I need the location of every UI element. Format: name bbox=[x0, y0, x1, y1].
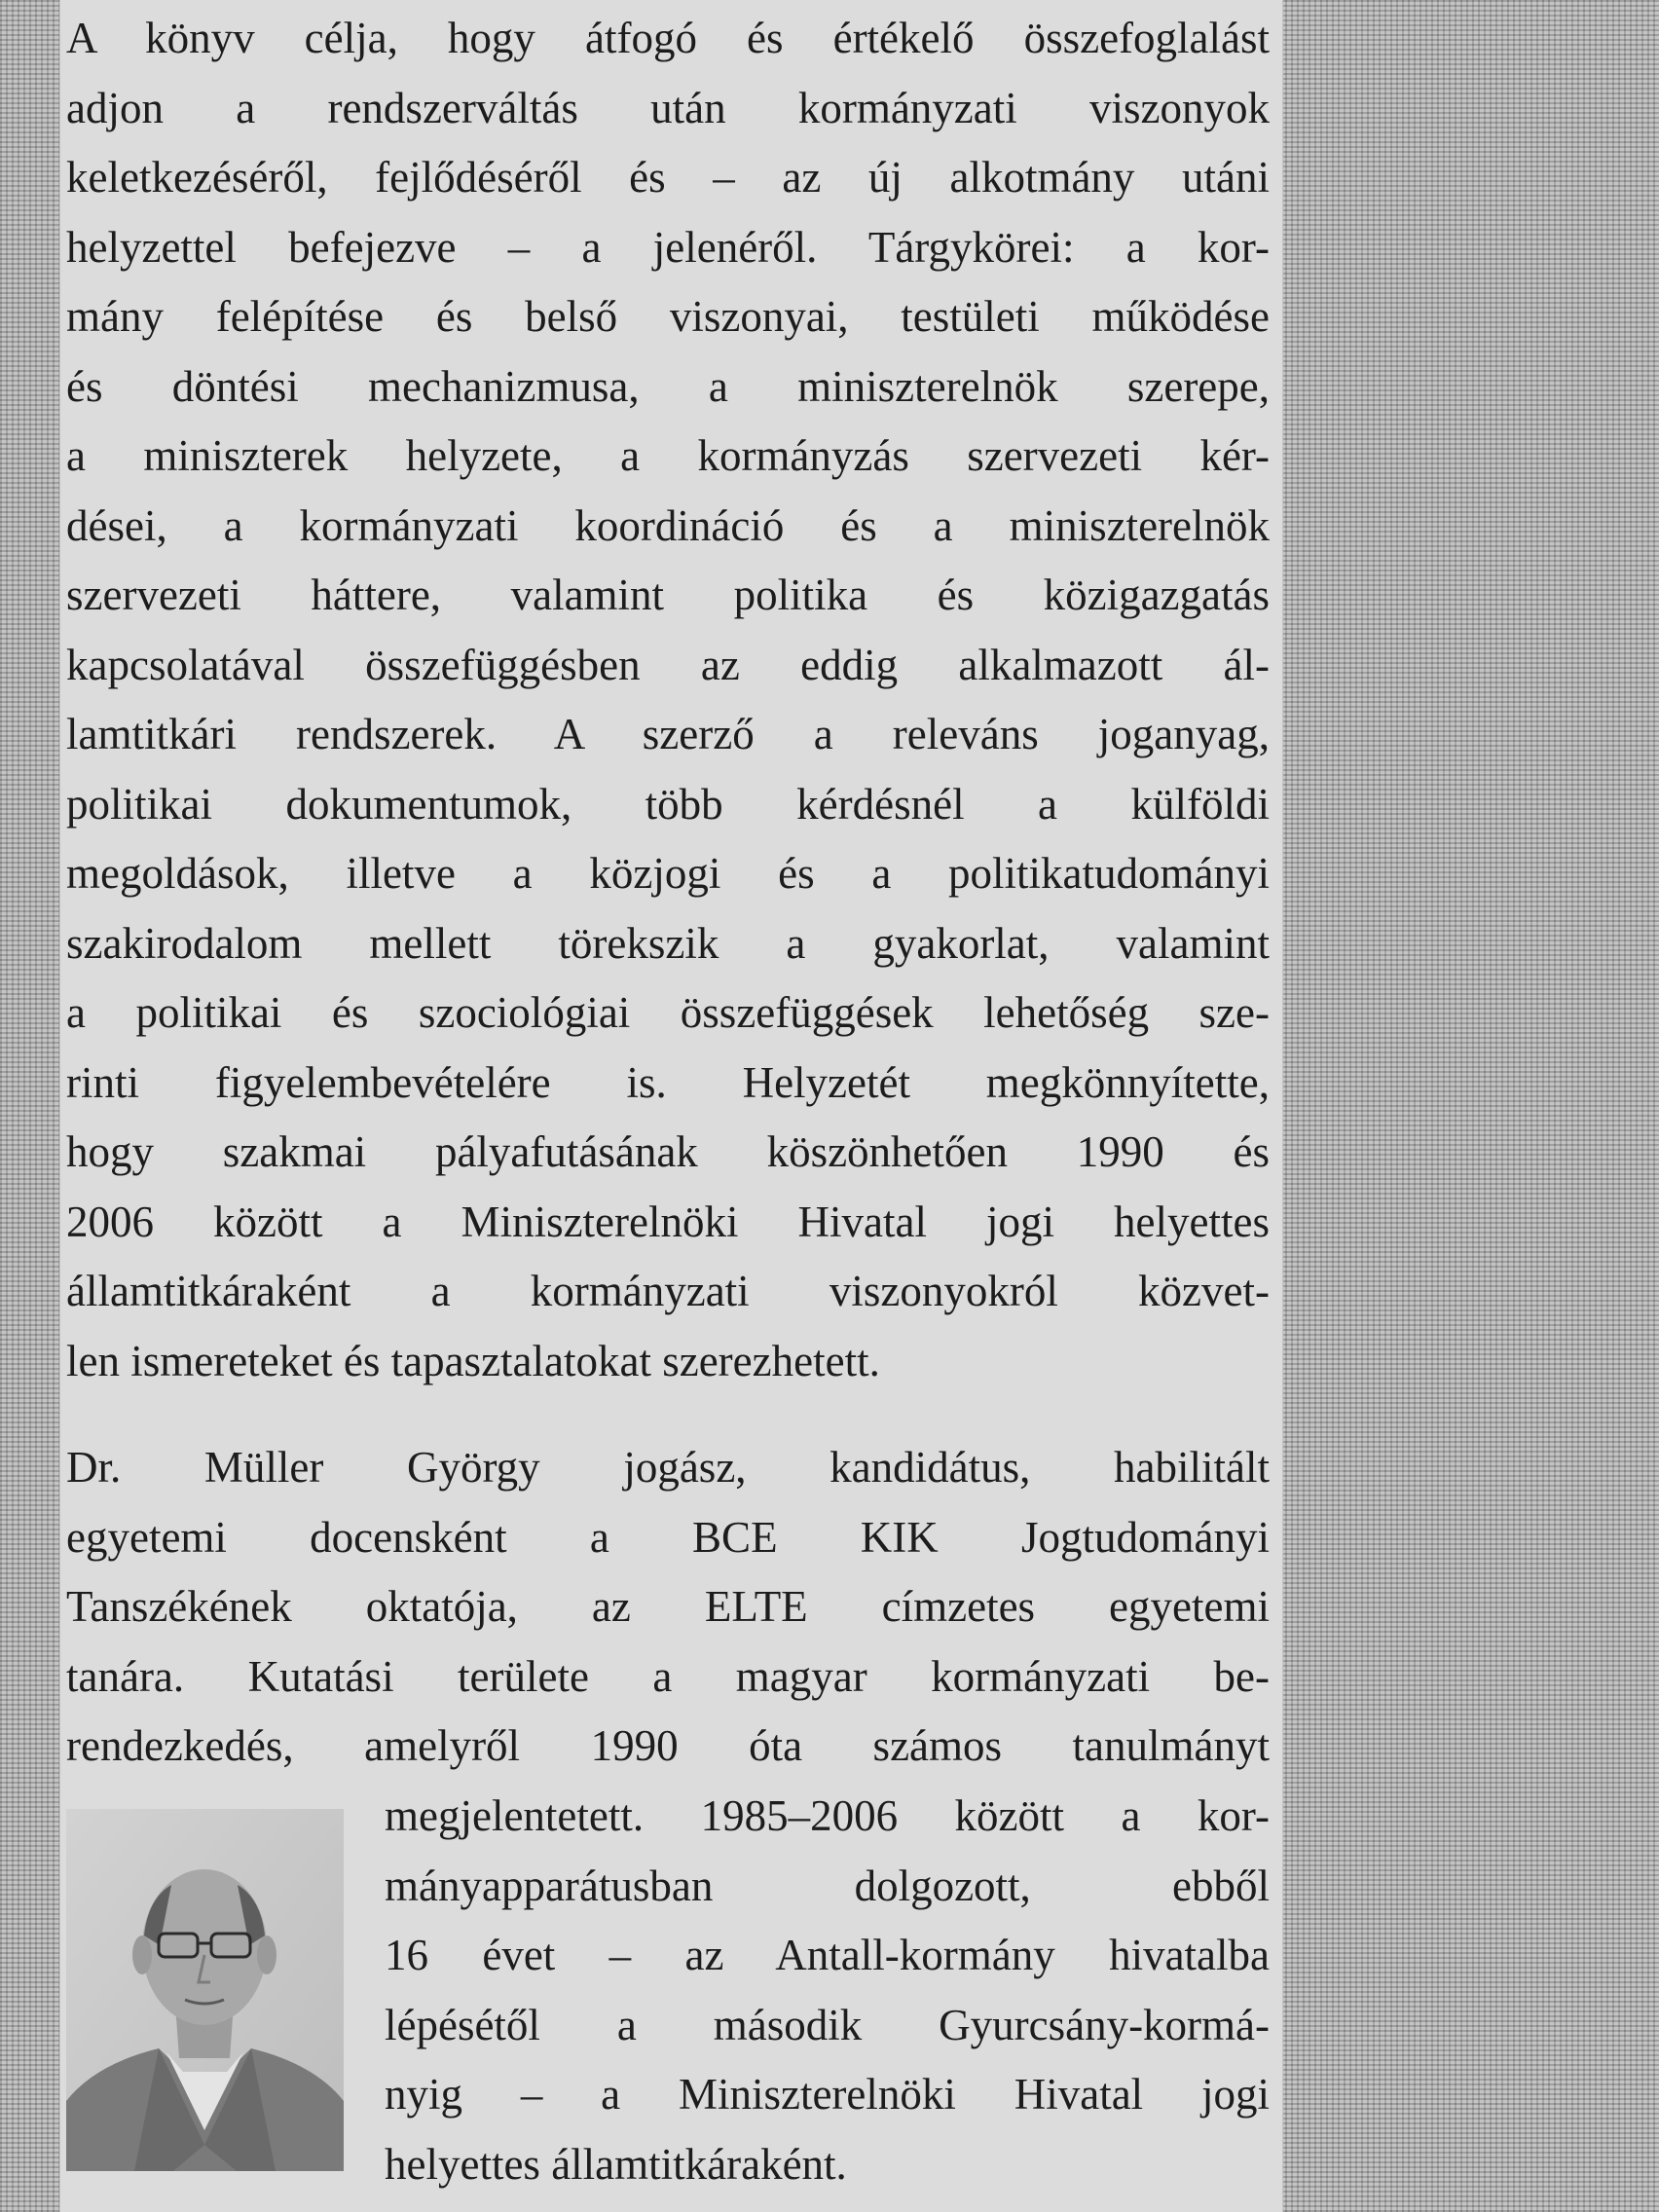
text-line: Dr. Müller György jogász, kandidátus, habilitált bbox=[66, 1443, 1270, 1492]
text-line: és döntési mechanizmusa, a miniszterelnök szerepe, bbox=[66, 361, 1270, 411]
text-line: A könyv célja, hogy átfogó és értékelő összefoglalást bbox=[66, 14, 1270, 62]
text-line: hogy szakmai pályafutásának köszönhetően 1990 és bbox=[66, 1127, 1270, 1176]
book-description bbox=[66, 4, 1270, 1396]
text-line: mány felépítése és belső viszonyai, testületi működése bbox=[66, 292, 1270, 341]
text-line: rendezkedés, amelyről 1990 óta számos tanulmányt bbox=[66, 1721, 1270, 1770]
text-line: keletkezéséről, fejlődéséről és – az új alkotmány utáni bbox=[66, 153, 1270, 202]
text-line: szakirodalom mellett törekszik a gyakorlat, valamint bbox=[66, 918, 1270, 968]
text-line: megoldások, illetve a közjogi és a politikatudományi bbox=[66, 849, 1270, 898]
text-line: nyig – a Miniszterelnöki Hivatal jogi bbox=[385, 2070, 1270, 2119]
text-line: Tanszékének oktatója, az ELTE címzetes egyetemi bbox=[66, 1582, 1270, 1631]
text-line: megjelentetett. 1985–2006 között a kor- bbox=[385, 1791, 1270, 1840]
text-line: lamtitkári rendszerek. A szerző a releváns joganyag, bbox=[66, 710, 1270, 758]
text-line: helyettes államtitkáraként. bbox=[385, 2139, 847, 2189]
text-line: a politikai és szociológiai összefüggések lehetőség sze- bbox=[66, 988, 1270, 1037]
text-line: kapcsolatával összefüggésben az eddig alkalmazott ál- bbox=[66, 640, 1270, 689]
text-line: dései, a kormányzati koordináció és a miniszterelnök bbox=[66, 500, 1270, 550]
text-line: egyetemi docensként a BCE KIK Jogtudományi bbox=[66, 1512, 1270, 1562]
text-line: len ismereteket és tapasztalatokat szerezhetett. bbox=[66, 1336, 880, 1385]
author-portrait-image bbox=[66, 1809, 344, 2171]
author-bio bbox=[66, 1433, 1270, 1782]
author-bio-continued bbox=[385, 1782, 1270, 2199]
text-line: tanára. Kutatási területe a magyar kormányzati be- bbox=[66, 1651, 1270, 1701]
text-line: rinti figyelembevételére is. Helyzetét megkönnyítette, bbox=[66, 1057, 1270, 1107]
text-line: helyzettel befejezve – a jelenéről. Tárgykörei: a kor- bbox=[66, 222, 1270, 272]
text-line: szervezeti háttere, valamint politika és közigazgatás bbox=[66, 571, 1270, 619]
text-line: 16 évet – az Antall-kormány hivatalba bbox=[385, 1931, 1270, 1979]
text-line: lépésétől a második Gyurcsány-kormá- bbox=[385, 2000, 1270, 2049]
text-line: államtitkáraként a kormányzati viszonyokról közvet- bbox=[66, 1267, 1270, 1315]
text-line: politikai dokumentumok, több kérdésnél a külföldi bbox=[66, 779, 1270, 829]
author-photo bbox=[66, 1809, 344, 2171]
text-line: mányapparátusban dolgozott, ebből bbox=[385, 1861, 1270, 1910]
text-line: a miniszterek helyzete, a kormányzás szervezeti kér- bbox=[66, 431, 1270, 480]
text-line: adjon a rendszerváltás után kormányzati viszonyok bbox=[66, 83, 1270, 132]
text-line: 2006 között a Miniszterelnöki Hivatal jogi helyettes bbox=[66, 1197, 1270, 1246]
